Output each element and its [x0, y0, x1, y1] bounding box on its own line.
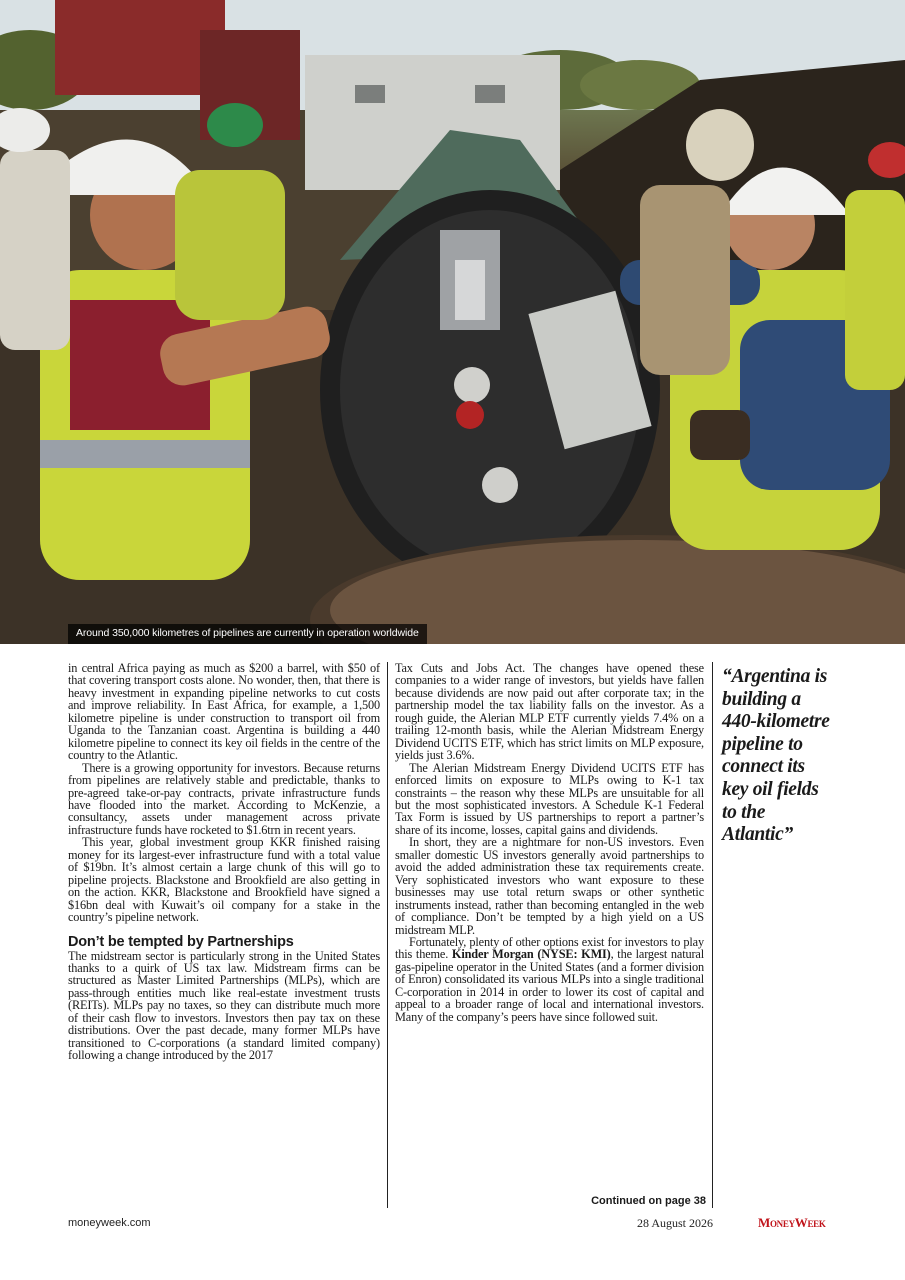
paragraph-text: Fortunately, plenty of other options exist for investors to play this theme. — [395, 934, 704, 962]
paragraph: in central Africa paying as much as $200 a barrel, with $50 of that covering transport costs alone. No wonder, then, that there is heavy investment in expanding pipeline networks to cut costs and improve reliability. In East Africa, for example, a 1,500 kilometre pipeline is under construction to transport oil from Uganda to the Tanzanian coast. Argentina is building a 440 kilometre pipeline to connect its key oil fields in the centre of the country to the Atlantic. — [68, 661, 380, 763]
paragraph — [395, 936, 704, 1023]
article-column-2 — [395, 662, 704, 1023]
photo-caption: Around 350,000 kilometres of pipelines are currently in operation worldwide — [68, 624, 427, 644]
column-divider — [387, 662, 388, 1208]
footer-date: 28 August 2026 — [637, 1216, 714, 1230]
moneyweek-logo: MoneyWeek — [758, 1215, 826, 1230]
paragraph: There is a growing opportunity for investors. Because returns from pipelines are relatively stable and predictable, thanks to pre-agreed take-or-pay contracts, private infrastructure funds have flooded into the market. According to McKenzie, a consultancy, assets under management across private infrastructure funds have rocketed to $1.6trn in recent years. — [68, 760, 380, 837]
article-column-1 — [68, 662, 380, 1062]
paragraph: This year, global investment group KKR finished raising money for its largest-ever infrastructure fund with a total value of $19bn. It’s almost certain a large chunk of this will go to pipeline projects. Blackstone and Brookfield are also getting in on the action. KKR, Blackstone and Brookfield have signed a $16bn deal with Kuwait’s oil company for a stake in the country’s pipeline network. — [68, 835, 380, 925]
company-name: Kinder Morgan (NYSE: KMI) — [451, 947, 611, 962]
paragraph-text: , the largest natural gas-pipeline operator in the United States (and a former division of Enron) consolidated its various MLPs into a single traditional C-corporation in 2014 in order to lower its cost of capital and appeal to a broader range of local and international investors. Many of the company’s peers have since followed suit. — [395, 947, 704, 1024]
paragraph: In short, they are a nightmare for non-US investors. Even smaller domestic US investors generally avoid partnerships to avoid the added administration these tax requirements create. Very sophisticated investors who want exposure to these businesses may use total return swaps or other synthetic instruments instead, rather than becoming entangled in the web of compliance. Don’t be tempted by a high yield on a US midstream MLP. — [395, 835, 704, 937]
continued-note: Continued on page 38 — [591, 1195, 706, 1207]
column-divider — [712, 662, 713, 1208]
paragraph: The Alerian Midstream Energy Dividend UCITS ETF has enforced limits on exposure to MLPs owing to K-1 tax constraints – the reason why these MLPs are unsuitable for all but the most sophisticated investors. A Schedule K-1 Federal Tax Form is issued by US partnerships to report a partner’s share of its income, losses, capital gains and dividends. — [395, 760, 704, 837]
footer-site: moneyweek.com — [68, 1217, 151, 1229]
section-subheading: Don’t be tempted by Partnerships — [68, 933, 294, 950]
pull-quote: “Argentina is building a 440-kilometre pipeline to connect its key oil fields to the Atlantic” — [722, 666, 830, 846]
paragraph: Tax Cuts and Jobs Act. The changes have opened these companies to a wider range of investors, but yields have fallen because dividends are now paid out after corporate tax; in the partnership model the tax liability falls on the investor. As a rough guide, the Alerian MLP ETF currently yields 7.4% on a trailing 12-month basis, while the Alerian Midstream Energy Dividend UCITS ETF, which has strict limits on MLP exposure, yields just 3.6%. — [395, 661, 704, 763]
paragraph: The midstream sector is particularly strong in the United States thanks to a quirk of US tax law. Midstream firms can be structured as Master Limited Partnerships (MLPs), which are pass-through entities much like real-estate investment trusts (REITs). MLPs pay no taxes, so they can distribute much more of their cash flow to investors. Investors then pay tax on these distributions. Over the past decade, many former MLPs have transitioned to C-corporations (a standard limited company) following a change introduced by the 2017 — [68, 948, 380, 1063]
